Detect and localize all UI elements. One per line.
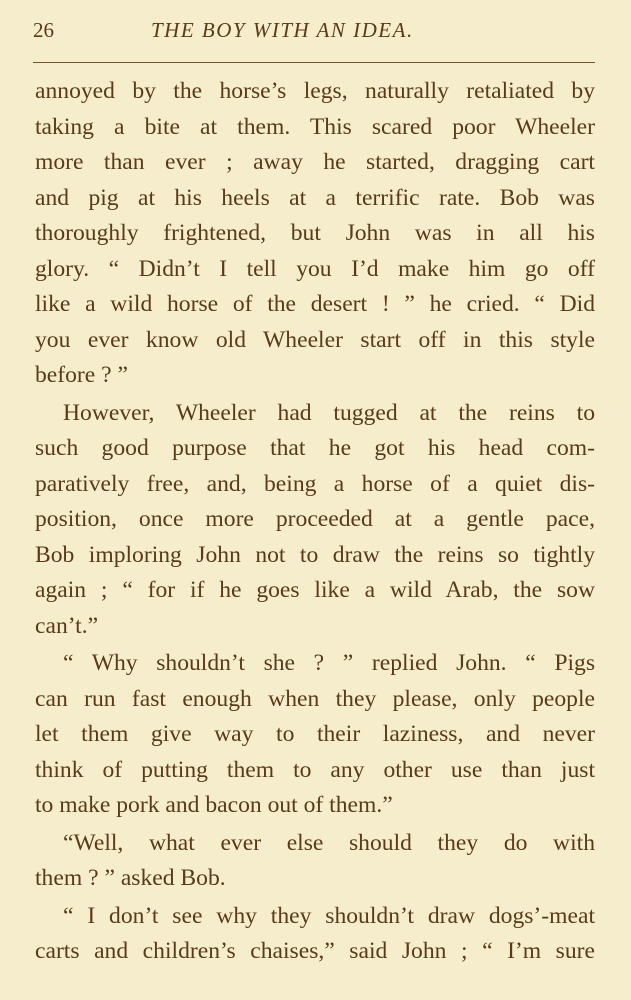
text-line: again ; “ for if he goes like a wild Arab, the sow — [35, 577, 595, 603]
text-line: “Well, what ever else should they do with — [63, 829, 595, 856]
text-line: like a wild horse of the desert ! ” he cried. “ Did — [35, 291, 595, 317]
text-line: glory. “ Didn’t I tell you I’d make him go off — [35, 255, 595, 282]
text-line: Bob imploring John not to draw the reins so tightly — [35, 541, 595, 568]
text-line: to make pork and bacon out of them.” — [35, 792, 393, 818]
text-line: you ever know old Wheeler start off in this style — [35, 326, 595, 353]
text-line: let them give way to their laziness, and never — [35, 721, 595, 747]
page-header — [33, 18, 598, 48]
text-line: can’t.” — [35, 612, 99, 639]
text-line: “ Why shouldn’t she ? ” replied John. “ Pigs — [63, 650, 595, 676]
text-line: position, once more proceeded at a gentle pace, — [35, 506, 595, 532]
text-line: think of putting them to any other use than just — [35, 756, 595, 783]
text-line: carts and children’s chaises,” said John ; “ I’m sure — [35, 938, 595, 964]
text-line: paratively free, and, being a horse of a quiet dis- — [35, 470, 595, 497]
text-line: taking a bite at them. This scared poor Wheeler — [35, 113, 595, 140]
header-rule — [33, 62, 595, 63]
running-title: THE BOY WITH AN IDEA. — [151, 18, 414, 42]
text-line: thoroughly frightened, but John was in all his — [35, 220, 595, 246]
text-line: such good purpose that he got his head com- — [35, 435, 595, 461]
page-number: 26 — [33, 18, 54, 42]
text-line: and pig at his heels at a terrific rate. Bob was — [35, 184, 595, 211]
text-line: However, Wheeler had tugged at the reins to — [63, 399, 595, 426]
text-line: more than ever ; away he started, dragging cart — [35, 149, 595, 175]
text-line: them ? ” asked Bob. — [35, 865, 226, 891]
text-line: annoyed by the horse’s legs, naturally retaliated by — [35, 78, 595, 104]
text-line: before ? ” — [35, 362, 128, 388]
body-text — [35, 74, 595, 970]
text-line: can run fast enough when they please, only people — [35, 685, 595, 712]
text-line: “ I don’t see why they shouldn’t draw dogs’-meat — [63, 902, 595, 929]
